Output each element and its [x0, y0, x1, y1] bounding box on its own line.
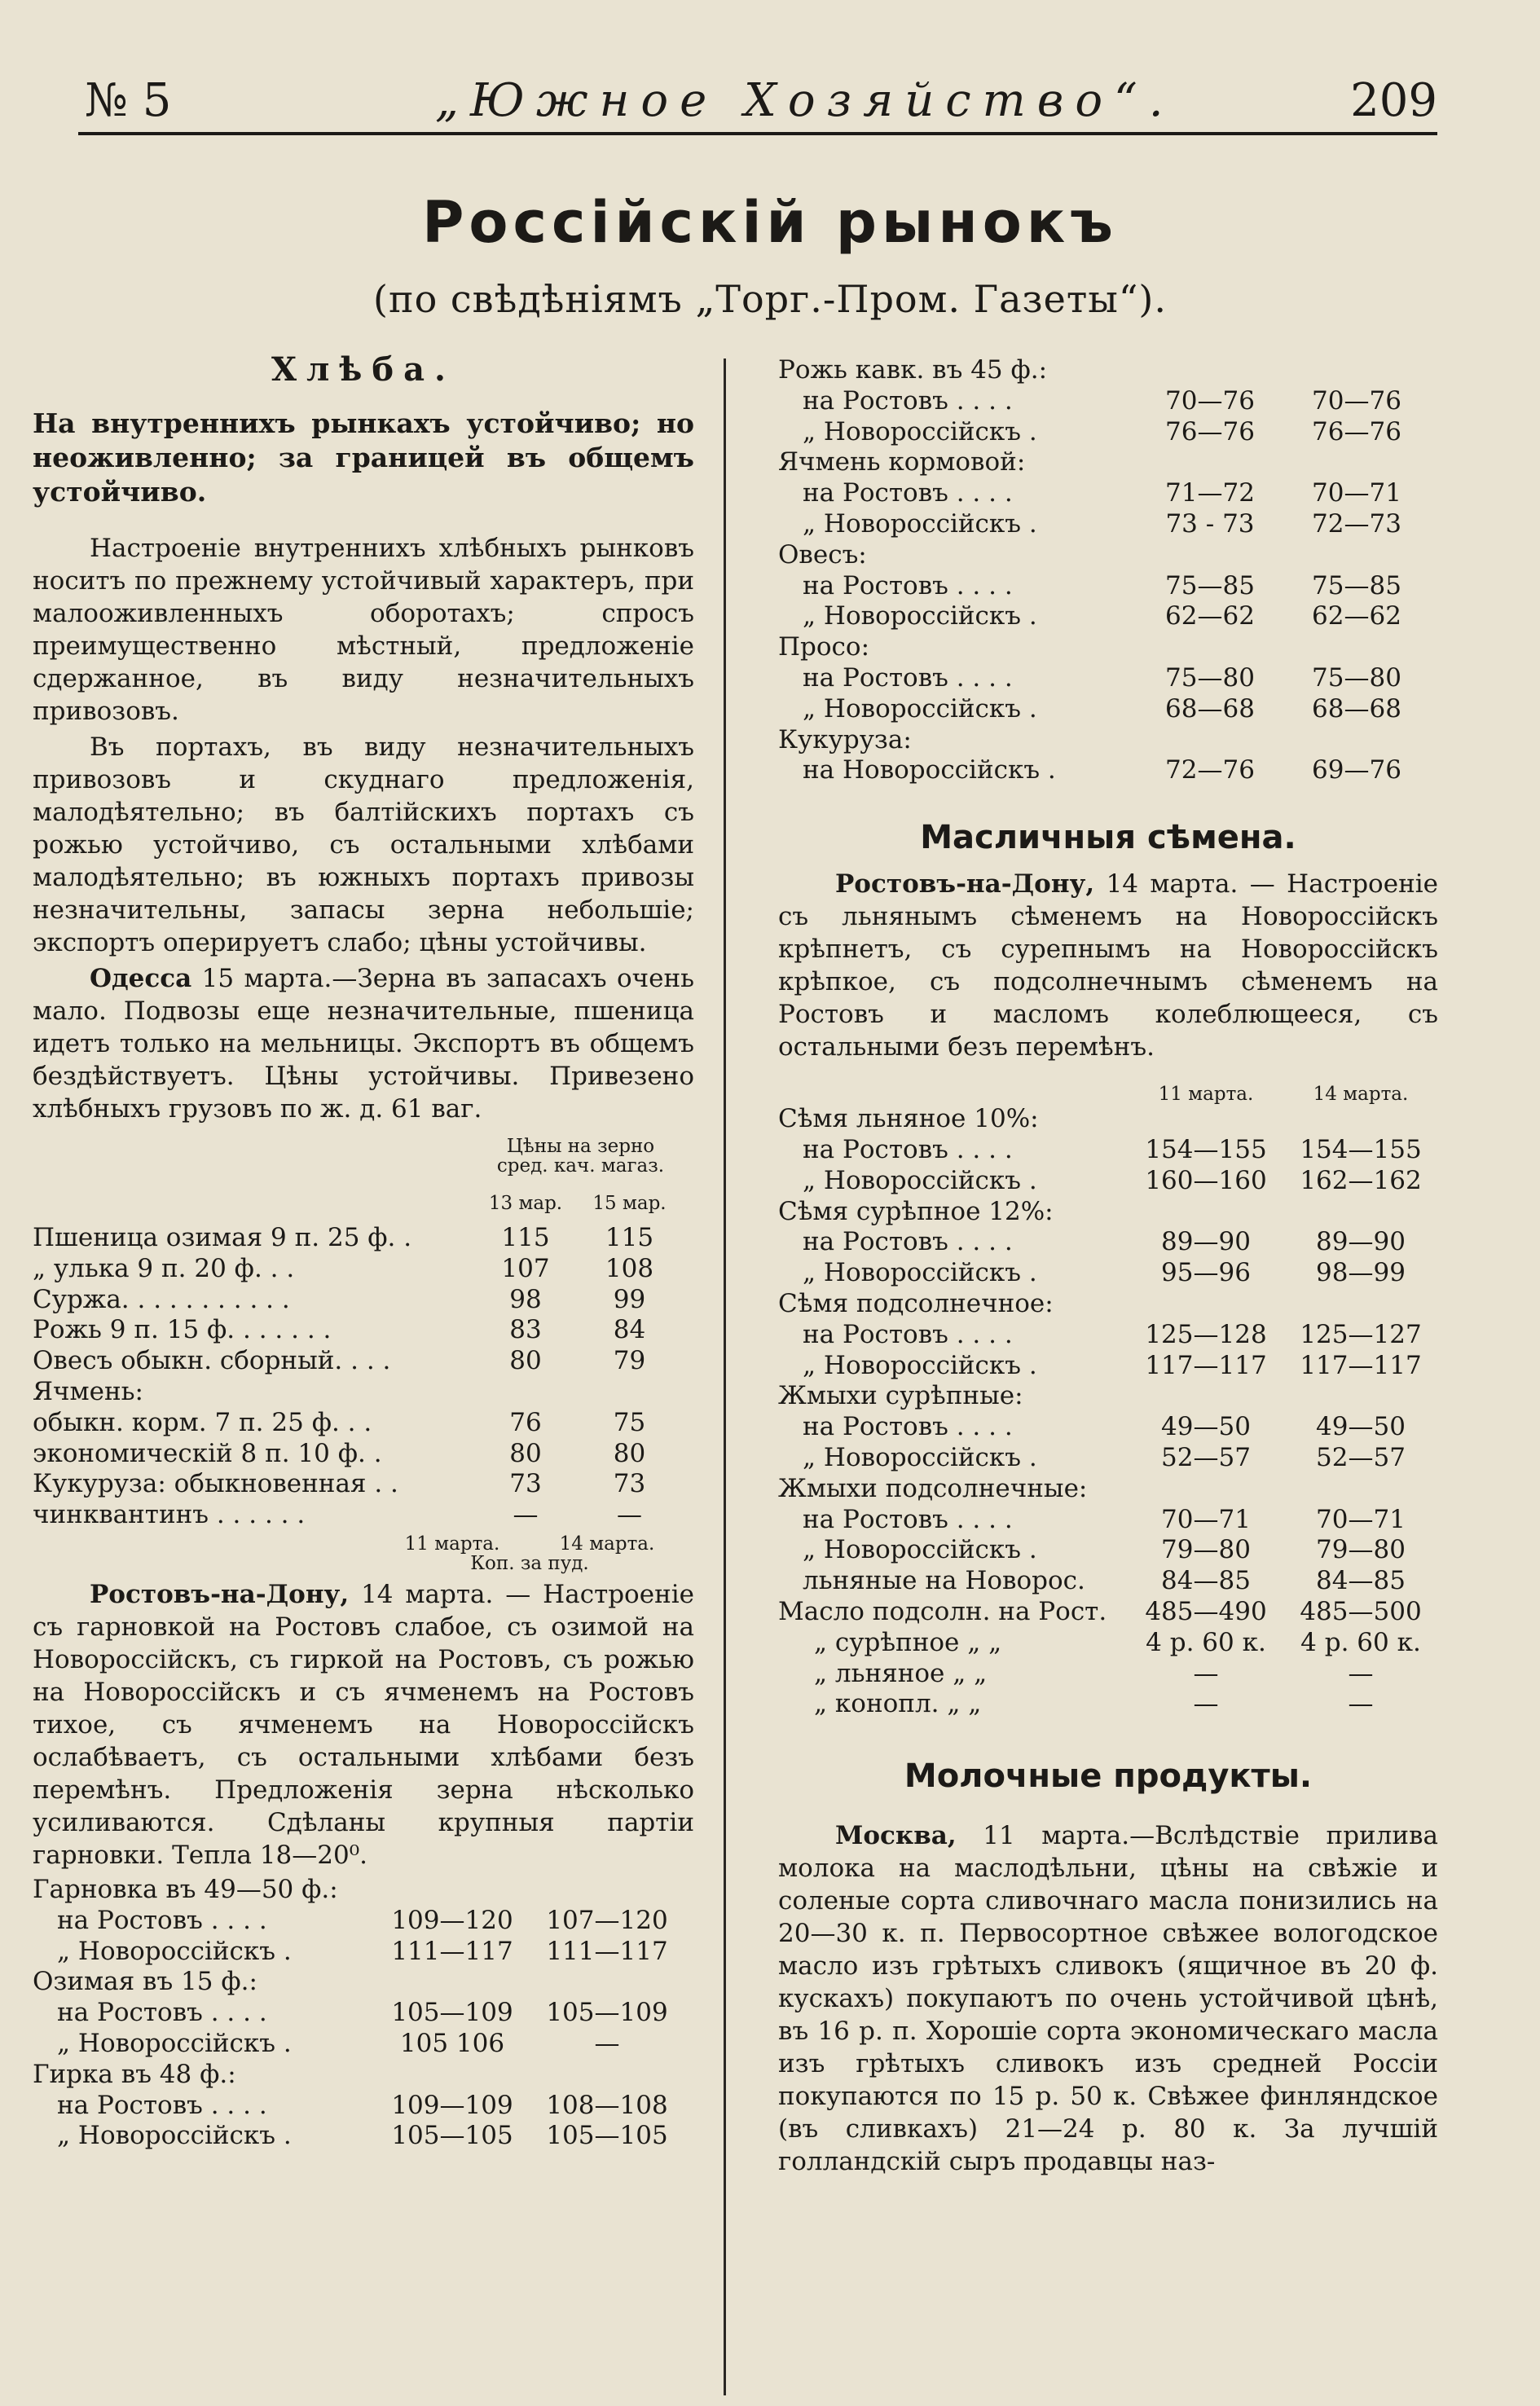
rostov-grain-right-value-2: 68—68 — [1312, 693, 1401, 724]
oilseeds-label: Сѣмя сурѣпное 12%: — [778, 1196, 1054, 1226]
oilseeds-label: на Ростовъ . . . . — [803, 1134, 1013, 1164]
odessa-price-label: „ улька 9 п. 20 ф. . . — [33, 1253, 295, 1283]
oilseeds-label: на Ростовъ . . . . — [803, 1412, 1013, 1442]
rostov-grain-right-value-2: 75—85 — [1312, 570, 1401, 600]
odessa-price-row — [33, 1223, 684, 1254]
odessa-price-value-1: 98 — [509, 1284, 542, 1314]
odessa-table-header-1: Цѣны на зерно — [506, 1136, 655, 1157]
rostov-grain-left-value-1 — [375, 1875, 530, 1906]
oilseeds-value-2: — — [1348, 1658, 1374, 1688]
rostov-grain-right-value-2: 76—76 — [1312, 416, 1401, 446]
rostov-grain-table-right — [778, 355, 1430, 786]
rostov-grain-right-value-1 — [1137, 725, 1283, 756]
rostov-grain-right-label: „ Новороссiйскъ . — [803, 601, 1037, 631]
odessa-text: 15 марта.—Зерна въ запасахъ очень мало. Подвозы еще незначительные, пшеница идетъ только на мельницы. Экспортъ въ общемъ бездѣйствуетъ. Цѣны устойчивы. Привезено хлѣбныхъ грузовъ по ж. д. 61 ваг. — [33, 964, 694, 1124]
oilseeds-value-1: 79—80 — [1161, 1535, 1251, 1565]
oilseeds-row — [778, 1628, 1438, 1659]
rostov-grain-left-label: „ Новороссiйскъ . — [57, 1936, 292, 1966]
rostov-grain-right-label: Рожь кавк. въ 45 ф.: — [778, 355, 1048, 385]
grain-lead: На внутреннихъ рынкахъ устойчиво; но неоживленно; за границей въ общемъ устойчиво. — [33, 407, 694, 508]
rostov-grain-left-row — [33, 1937, 684, 1968]
oilseeds-rows — [778, 1104, 1438, 1720]
odessa-col-date-1: 13 мар. — [488, 1193, 563, 1214]
grain-paragraph-1: Настроенiе внутреннихъ хлѣбныхъ рынковъ носитъ по прежнему устойчивый характеръ, при малооживленныхъ оборотахъ; спросъ преимущественно мѣстный, предложенiе сдержанное, въ виду незначительныхъ привозовъ. — [33, 534, 694, 726]
rostov-grain-right-label: на Ростовъ . . . . — [803, 478, 1013, 508]
oilseeds-value-1: 4 р. 60 к. — [1146, 1627, 1266, 1657]
rostov-grain-left-row — [33, 1906, 684, 1937]
oilseeds-value-2: 162—162 — [1300, 1165, 1422, 1195]
odessa-col-date-2: 15 мар. — [592, 1193, 667, 1214]
rostov-grain-right-label: „ Новороссiйскъ . — [803, 416, 1037, 446]
rostov-grain-right-label: „ Новороссiйскъ . — [803, 693, 1037, 724]
rostov-grain-right-row — [778, 663, 1430, 694]
rostov-grain-left-value-1: 105 106 — [399, 2028, 505, 2058]
oilseeds-value-1: 485—490 — [1145, 1596, 1267, 1626]
rostov-grain-right-value-1: 76—76 — [1165, 416, 1255, 446]
grain-paragraph-2: Въ портахъ, въ виду незначительныхъ привозовъ и скуднаго предложенiя, малодѣятельно; въ балтiйскихъ портахъ съ рожью устойчиво, съ остальными хлѣбами малодѣятельно; въ южныхъ портахъ привозы незначительны, запасы зерна небольшiе; экспортъ оперируетъ слабо; цѣны устойчивы. — [33, 732, 694, 957]
rostov-grain-right-row — [778, 355, 1430, 386]
oilseeds-label: „ Новороссiйскъ . — [803, 1165, 1037, 1195]
oilseeds-label: Масло подсолн. на Рост. — [778, 1596, 1107, 1626]
oilseeds-col-date-2: 14 марта. — [1313, 1084, 1409, 1106]
rostov-grain-right-value-1: 75—80 — [1165, 662, 1255, 693]
oilseeds-value-2: 117—117 — [1300, 1350, 1422, 1380]
rostov-grain-left-row — [33, 2121, 684, 2152]
odessa-price-value-1 — [477, 1377, 574, 1408]
oilseeds-row — [778, 1104, 1438, 1135]
rostov-grain-left-row — [33, 1998, 684, 2029]
odessa-price-value-2: 73 — [613, 1469, 646, 1499]
odessa-price-row — [33, 1315, 684, 1346]
oilseeds-label: Сѣмя подсолнечное: — [778, 1288, 1054, 1318]
odessa-price-row — [33, 1469, 684, 1500]
rostov-grain-left-label: на Ростовъ . . . . — [57, 1998, 267, 2028]
rostov-column-header — [33, 1534, 684, 1573]
odessa-price-row — [33, 1285, 684, 1316]
rostov-grain-right-value-1: 62—62 — [1165, 601, 1255, 631]
rostov-grain-right-label: на Ростовъ . . . . — [803, 570, 1013, 600]
oilseeds-value-1: 89—90 — [1161, 1227, 1251, 1257]
odessa-price-label: экономическiй 8 п. 10 ф. . — [33, 1438, 382, 1468]
rostov-grain-right-value-2 — [1283, 632, 1430, 663]
oilseeds-row — [778, 1320, 1438, 1351]
oilseeds-value-1: — — [1193, 1658, 1219, 1688]
rostov-report — [33, 1578, 694, 1872]
oilseeds-row — [778, 1381, 1438, 1412]
oilseeds-row — [778, 1227, 1438, 1258]
odessa-price-value-1: 73 — [509, 1469, 542, 1499]
oilseeds-row — [778, 1505, 1438, 1536]
dairy-city: Москва, — [835, 1821, 957, 1851]
dairy-text: 11 марта.—Вслѣдствiе прилива молока на маслодѣльни, цѣны на свѣжiе и соленые сорта сливочнаго масла понизились на 20—30 к. п. Первосортное свѣжее вологодское масло изъ грѣтыхъ сливокъ (ящичное въ 20 ф. кускахъ) покупаютъ по очень устойчивой цѣнѣ, въ 16 р. п. Хорошiе сорта экономическаго масла изъ грѣтыхъ сливокъ изъ средней Россiи покупаются по 15 р. 50 к. Свѣжее финляндское (въ сливкахъ) 21—24 р. 80 к. За лучшiй голландскiй сыръ продавцы наз- — [778, 1821, 1438, 2177]
rostov-grain-right-value-2: 75—80 — [1312, 662, 1401, 693]
header-rule — [78, 132, 1437, 135]
oilseeds-row — [778, 1689, 1438, 1720]
odessa-price-label: обыкн. корм. 7 п. 25 ф. . . — [33, 1407, 372, 1437]
odessa-price-value-1: — — [513, 1500, 539, 1530]
rostov-grain-left-row — [33, 2091, 684, 2122]
odessa-report — [33, 962, 694, 1125]
oilseeds-table — [778, 1084, 1438, 1720]
oilseeds-value-1 — [1129, 1474, 1283, 1505]
rostov-grain-left-value-1 — [375, 2060, 530, 2091]
rostov-grain-left-value-1: 109—120 — [391, 1905, 513, 1935]
oilseeds-row — [778, 1351, 1438, 1382]
odessa-price-value-2: 84 — [613, 1315, 646, 1345]
rostov-grain-right-value-2 — [1283, 540, 1430, 571]
odessa-price-row — [33, 1439, 684, 1470]
oilseeds-value-1: 49—50 — [1161, 1412, 1251, 1442]
rostov-grain-right-row — [778, 478, 1430, 509]
dairy-report — [778, 1819, 1438, 2178]
odessa-table-header-2: сред. кач. магаз. — [496, 1155, 665, 1177]
oilseeds-row — [778, 1412, 1438, 1443]
oilseeds-city: Ростовъ-на-Дону, — [835, 869, 1095, 900]
oilseeds-row — [778, 1566, 1438, 1597]
rostov-grain-left-value-2: 111—117 — [546, 1936, 668, 1966]
oilseeds-value-2: 98—99 — [1316, 1258, 1406, 1288]
rostov-grain-left-row — [33, 1875, 684, 1906]
odessa-price-label: Суржа. . . . . . . . . . . — [33, 1284, 290, 1314]
oilseeds-label: „ сурѣпное „ „ — [814, 1627, 1002, 1657]
rostov-grain-right-row — [778, 509, 1430, 540]
oilseeds-label: Жмыхи сурѣпные: — [778, 1381, 1023, 1411]
rostov-grain-right-value-1: 71—72 — [1165, 478, 1255, 508]
oilseeds-value-2: 89—90 — [1316, 1227, 1406, 1257]
odessa-price-value-2: 80 — [613, 1438, 646, 1468]
odessa-price-label: Рожь 9 п. 15 ф. . . . . . . — [33, 1315, 332, 1345]
oilseeds-label: на Ростовъ . . . . — [803, 1227, 1013, 1257]
oilseeds-value-2 — [1283, 1104, 1438, 1135]
oilseeds-value-1: 84—85 — [1161, 1566, 1251, 1596]
odessa-price-row — [33, 1500, 684, 1531]
rostov-grain-left-value-2 — [530, 2060, 684, 2091]
oilseeds-label: Сѣмя льняное 10%: — [778, 1104, 1039, 1134]
oilseeds-label: на Ростовъ . . . . — [803, 1319, 1013, 1349]
section-heading-grain: Хлѣба. — [271, 350, 455, 389]
odessa-price-label: Кукуруза: обыкновенная . . — [33, 1469, 398, 1499]
rostov-grain-right-value-2: 72—73 — [1312, 508, 1401, 539]
oilseeds-label: „ Новороссiйскъ . — [803, 1442, 1037, 1472]
oilseeds-row — [778, 1166, 1438, 1197]
odessa-price-value-2: 108 — [605, 1253, 654, 1283]
rostov-grain-right-value-2 — [1283, 725, 1430, 756]
page-number: 209 — [1350, 74, 1437, 127]
rostov-grain-left-label: Гирка въ 48 ф.: — [33, 2059, 236, 2089]
odessa-price-table — [33, 1137, 684, 1531]
odessa-price-value-1: 76 — [509, 1407, 542, 1437]
odessa-price-row — [33, 1408, 684, 1439]
rostov-grain-right-row — [778, 571, 1430, 602]
odessa-price-label: Пшеница озимая 9 п. 25 ф. . — [33, 1223, 412, 1252]
oilseeds-value-1: 52—57 — [1161, 1442, 1251, 1472]
oilseeds-row — [778, 1258, 1438, 1289]
right-column — [778, 355, 1438, 2181]
oilseeds-value-1 — [1129, 1289, 1283, 1320]
rostov-grain-right-label: на Новороссiйскъ . — [803, 755, 1056, 785]
odessa-price-value-2: — — [617, 1500, 642, 1530]
odessa-price-row — [33, 1377, 684, 1408]
oilseeds-value-1: 125—128 — [1145, 1319, 1267, 1349]
rostov-grain-right-label: на Ростовъ . . . . — [803, 385, 1013, 416]
odessa-price-value-2: 99 — [613, 1284, 646, 1314]
oilseeds-value-2: — — [1348, 1689, 1374, 1719]
issue-number: № 5 — [85, 74, 172, 127]
rostov-grain-right-label: Просо: — [778, 632, 870, 662]
rostov-grain-left-value-2: 105—105 — [546, 2121, 668, 2151]
oilseeds-report — [778, 868, 1438, 1063]
rostov-grain-left-value-1: 105—105 — [391, 2121, 513, 2151]
oilseeds-value-1: 95—96 — [1161, 1258, 1251, 1288]
rostov-grain-left-value-1: 105—109 — [391, 1998, 513, 2028]
oilseeds-value-2 — [1283, 1474, 1438, 1505]
oilseeds-value-1 — [1129, 1197, 1283, 1228]
oilseeds-value-1: 117—117 — [1145, 1350, 1267, 1380]
oilseeds-label: Жмыхи подсолнечные: — [778, 1473, 1088, 1503]
rostov-text: 14 марта. — Настроенiе съ гарновкой на Ростовъ слабое, съ озимой на Новороссiйскъ, съ гиркой на Ростовъ, съ рожью на Новороссiйскъ и съ ячменемъ на Ростовъ тихое, съ ячменемъ на Новороссiйскъ ослабѣваетъ, съ остальными хлѣбами безъ перемѣнъ. Предложенiя зерна нѣсколько усиливаются. Сдѣланы крупныя партiи гарновки. Тепла 18—20⁰. — [33, 1579, 694, 1870]
oilseeds-col-date-1: 11 марта. — [1158, 1084, 1254, 1106]
rostov-grain-right-value-2 — [1283, 355, 1430, 386]
rostov-col-date-2: 14 марта. — [559, 1533, 655, 1555]
oilseeds-row — [778, 1197, 1438, 1228]
oilseeds-label: „ конопл. „ „ — [814, 1689, 982, 1719]
rostov-grain-left-value-1: 111—117 — [391, 1936, 513, 1966]
rostov-grain-right-label: „ Новороссiйскъ . — [803, 508, 1037, 539]
rostov-grain-right-row — [778, 540, 1430, 571]
oilseeds-value-1: — — [1193, 1689, 1219, 1719]
rostov-grain-right-label: Кукуруза: — [778, 724, 912, 754]
oilseeds-value-2: 49—50 — [1316, 1412, 1406, 1442]
oilseeds-value-2: 70—71 — [1316, 1504, 1406, 1534]
odessa-price-row — [33, 1254, 684, 1285]
oilseeds-value-2: 485—500 — [1300, 1596, 1422, 1626]
odessa-price-label: Овесъ обыкн. сборный. . . . — [33, 1346, 391, 1376]
rostov-right-rows — [778, 355, 1430, 786]
oilseeds-value-2: 84—85 — [1316, 1566, 1406, 1596]
rostov-grain-table-left — [33, 1875, 684, 2152]
odessa-price-label: чинквантинъ . . . . . . — [33, 1500, 306, 1530]
oilseeds-label: льняные на Новорос. — [803, 1566, 1085, 1596]
rostov-grain-right-value-1: 68—68 — [1165, 693, 1255, 724]
rostov-col-date-1: 11 марта. — [404, 1533, 500, 1555]
odessa-price-value-1: 83 — [509, 1315, 542, 1345]
rostov-grain-right-row — [778, 632, 1430, 663]
oilseeds-value-2 — [1283, 1289, 1438, 1320]
running-header — [85, 75, 1437, 127]
oilseeds-value-2: 79—80 — [1316, 1535, 1406, 1565]
oilseeds-row — [778, 1443, 1438, 1474]
rostov-grain-right-label: на Ростовъ . . . . — [803, 662, 1013, 693]
odessa-price-value-1: 80 — [509, 1346, 542, 1376]
oilseeds-value-2 — [1283, 1381, 1438, 1412]
odessa-price-value-2: 79 — [613, 1346, 646, 1376]
oilseeds-value-1 — [1129, 1381, 1283, 1412]
odessa-price-value-1: 107 — [501, 1253, 550, 1283]
odessa-price-row — [33, 1346, 684, 1377]
rostov-grain-left-label: на Ростовъ . . . . — [57, 1905, 267, 1935]
left-column — [33, 350, 694, 2152]
rostov-grain-left-row — [33, 2060, 684, 2091]
oilseeds-text: 14 марта. — Настроенiе съ льнянымъ сѣменемъ на Новороссiйскъ крѣпнетъ, съ сурепнымъ на Новороссiйскъ крѣпкое, съ подсолнечнымъ сѣменемъ на Ростовъ и масломъ колеблющееся, съ остальными безъ перемѣнъ. — [778, 869, 1438, 1062]
section-heading-oilseeds: Масличныя сѣмена. — [920, 819, 1296, 857]
oilseeds-row — [778, 1289, 1438, 1320]
rostov-grain-right-value-2 — [1283, 447, 1430, 478]
rostov-city: Ростовъ-на-Дону, — [90, 1579, 350, 1609]
rostov-grain-right-value-1 — [1137, 447, 1283, 478]
rostov-grain-left-label: „ Новороссiйскъ . — [57, 2121, 292, 2151]
rostov-grain-left-value-2 — [530, 1967, 684, 1998]
rostov-grain-left-value-2 — [530, 1875, 684, 1906]
rostov-grain-right-value-2: 69—76 — [1312, 755, 1401, 785]
rostov-grain-right-label: Ячмень кормовой: — [778, 447, 1026, 477]
oilseeds-value-2: 52—57 — [1316, 1442, 1406, 1472]
oilseeds-value-2: 4 р. 60 к. — [1300, 1627, 1421, 1657]
rostov-grain-right-value-1: 70—76 — [1165, 385, 1255, 416]
rostov-grain-right-value-1 — [1137, 355, 1283, 386]
rostov-grain-right-value-2: 70—71 — [1312, 478, 1401, 508]
rostov-grain-right-value-1 — [1137, 632, 1283, 663]
rostov-grain-right-value-2: 70—76 — [1312, 385, 1401, 416]
oilseeds-row — [778, 1474, 1438, 1505]
rostov-grain-left-label: на Ростовъ . . . . — [57, 2090, 267, 2120]
oilseeds-value-2 — [1283, 1197, 1438, 1228]
rostov-grain-right-value-1: 73 - 73 — [1165, 508, 1255, 539]
rostov-grain-right-row — [778, 386, 1430, 417]
rostov-grain-left-row — [33, 2029, 684, 2060]
oilseeds-label: на Ростовъ . . . . — [803, 1504, 1013, 1534]
oilseeds-value-1: 154—155 — [1145, 1134, 1267, 1164]
rostov-grain-left-value-2: 107—120 — [546, 1905, 668, 1935]
rostov-grain-right-value-1: 75—85 — [1165, 570, 1255, 600]
rostov-grain-right-row — [778, 447, 1430, 478]
column-divider — [724, 358, 726, 2395]
rostov-grain-left-value-1 — [375, 1967, 530, 1998]
rostov-grain-right-value-1: 72—76 — [1165, 755, 1255, 785]
oilseeds-value-1: 70—71 — [1161, 1504, 1251, 1534]
rostov-grain-left-row — [33, 1967, 684, 1998]
rostov-grain-right-row — [778, 755, 1430, 786]
rostov-grain-left-label: Гарновка въ 49—50 ф.: — [33, 1874, 338, 1904]
article-title: Россiйскiй рынокъ — [422, 189, 1118, 256]
rostov-grain-right-value-1 — [1137, 540, 1283, 571]
rostov-grain-right-row — [778, 417, 1430, 448]
rostov-grain-left-value-2: 105—109 — [546, 1998, 668, 2028]
oilseeds-value-2: 125—127 — [1300, 1319, 1422, 1349]
article-subtitle: (по свѣдѣнiямъ „Торг.-Пром. Газеты“). — [373, 277, 1167, 321]
oilseeds-label: „ льняное „ „ — [814, 1658, 988, 1688]
odessa-price-label: Ячмень: — [33, 1376, 143, 1406]
oilseeds-row — [778, 1597, 1438, 1628]
odessa-price-value-2 — [574, 1377, 684, 1408]
oilseeds-row — [778, 1659, 1438, 1690]
rostov-grain-right-row — [778, 725, 1430, 756]
journal-title: „Южное Хозяйство“. — [435, 74, 1175, 127]
rostov-grain-right-label: Овесъ: — [778, 539, 867, 570]
rostov-grain-left-value-2: — — [594, 2028, 620, 2058]
oilseeds-row — [778, 1135, 1438, 1166]
rostov-grain-left-value-2: 108—108 — [546, 2090, 668, 2120]
oilseeds-label: „ Новороссiйскъ . — [803, 1258, 1037, 1288]
oilseeds-label: „ Новороссiйскъ . — [803, 1350, 1037, 1380]
rostov-unit: Коп. за пуд. — [470, 1552, 589, 1574]
oilseeds-value-1 — [1129, 1104, 1283, 1135]
oilseeds-value-2: 154—155 — [1300, 1134, 1422, 1164]
odessa-price-value-1: 115 — [501, 1223, 550, 1252]
rostov-grain-right-row — [778, 601, 1430, 632]
odessa-price-value-1: 80 — [509, 1438, 542, 1468]
rostov-grain-left-label: „ Новороссiйскъ . — [57, 2028, 292, 2058]
rostov-grain-right-row — [778, 694, 1430, 725]
oilseeds-value-1: 160—160 — [1145, 1165, 1267, 1195]
oilseeds-row — [778, 1535, 1438, 1566]
rostov-grain-right-value-2: 62—62 — [1312, 601, 1401, 631]
oilseeds-label: „ Новороссiйскъ . — [803, 1535, 1037, 1565]
rostov-grain-left-value-1: 109—109 — [391, 2090, 513, 2120]
odessa-rows — [33, 1223, 684, 1531]
odessa-price-value-2: 115 — [605, 1223, 654, 1252]
rostov-grain-left-label: Озимая въ 15 ф.: — [33, 1967, 257, 1997]
section-heading-dairy: Молочные продукты. — [904, 1757, 1313, 1796]
rostov-left-rows — [33, 1875, 684, 2152]
odessa-price-value-2: 75 — [613, 1407, 646, 1437]
odessa-city: Одесса — [90, 964, 192, 993]
